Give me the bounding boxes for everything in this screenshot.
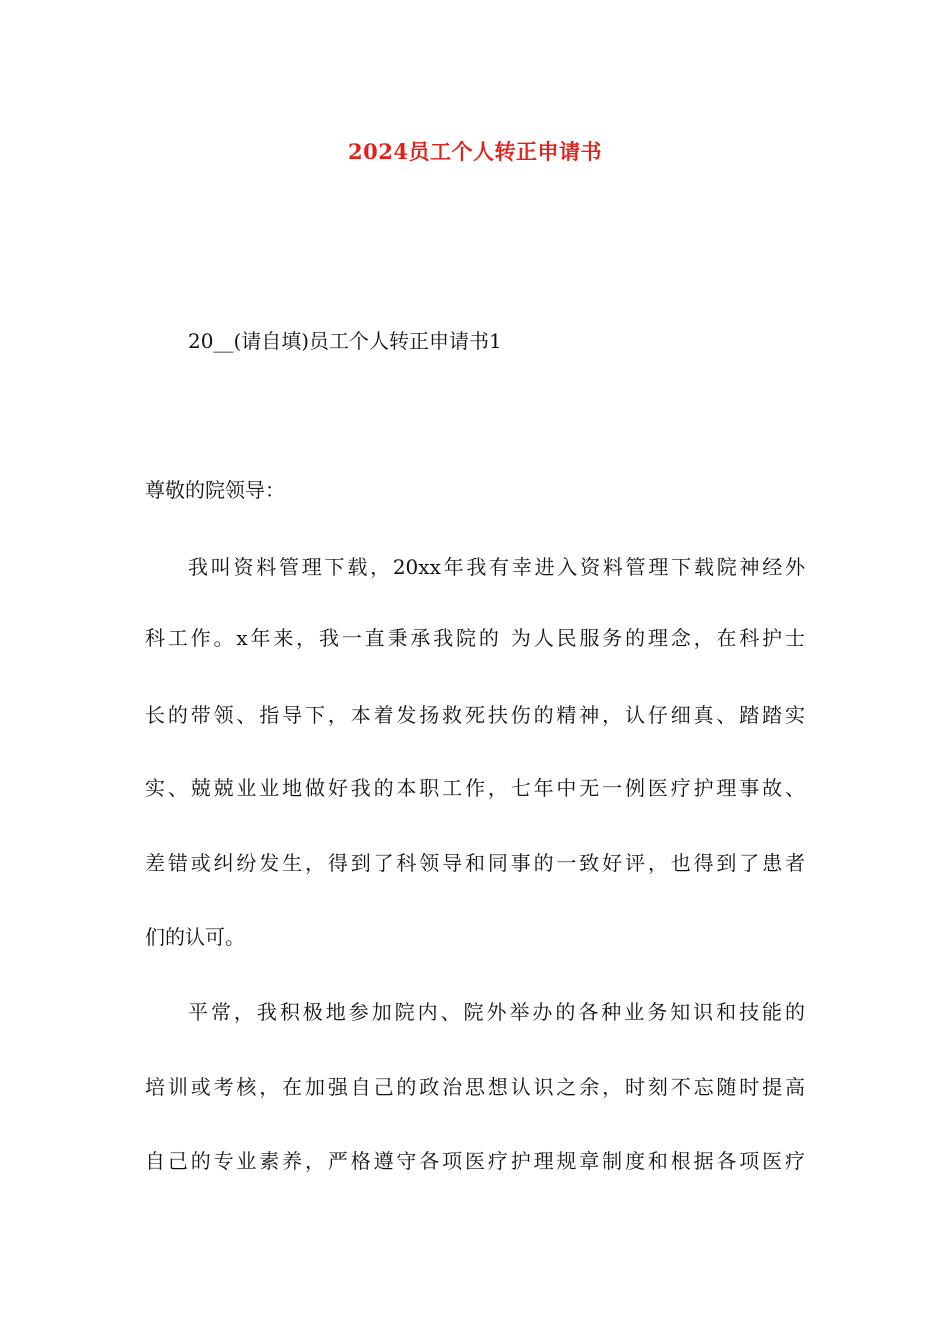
paragraph-line: 科工作。x年来，我一直秉承我院的 为人民服务的理念，在科护士 (145, 626, 805, 650)
paragraph-line: 实、兢兢业业地做好我的本职工作，七年中无一例医疗护理事故、 (145, 776, 805, 800)
paragraph-line: 平常，我积极地参加院内、院外举办的各种业务知识和技能的 (188, 1000, 805, 1024)
paragraph-line: 差错或纠纷发生，得到了科领导和同事的一致好评，也得到了患者 (145, 851, 805, 875)
salutation: 尊敬的院领导： (145, 478, 285, 502)
paragraph-line: 培训或考核，在加强自己的政治思想认识之余，时刻不忘随时提高 (145, 1075, 805, 1099)
paragraph-line: 我叫资料管理下载，20xx年我有幸进入资料管理下载院神经外 (188, 555, 805, 579)
section-heading: 20__(请自填)员工个人转正申请书1 (188, 329, 502, 353)
paragraph-line: 自己的专业素养，严格遵守各项医疗护理规章制度和根据各项医疗 (145, 1149, 805, 1173)
document-title: 2024员工个人转正申请书 (348, 139, 602, 164)
paragraph-line: 长的带领、指导下，本着发扬救死扶伤的精神，认仔细真、踏踏实 (145, 703, 805, 727)
paragraph-line: 们的认可。 (145, 925, 245, 949)
